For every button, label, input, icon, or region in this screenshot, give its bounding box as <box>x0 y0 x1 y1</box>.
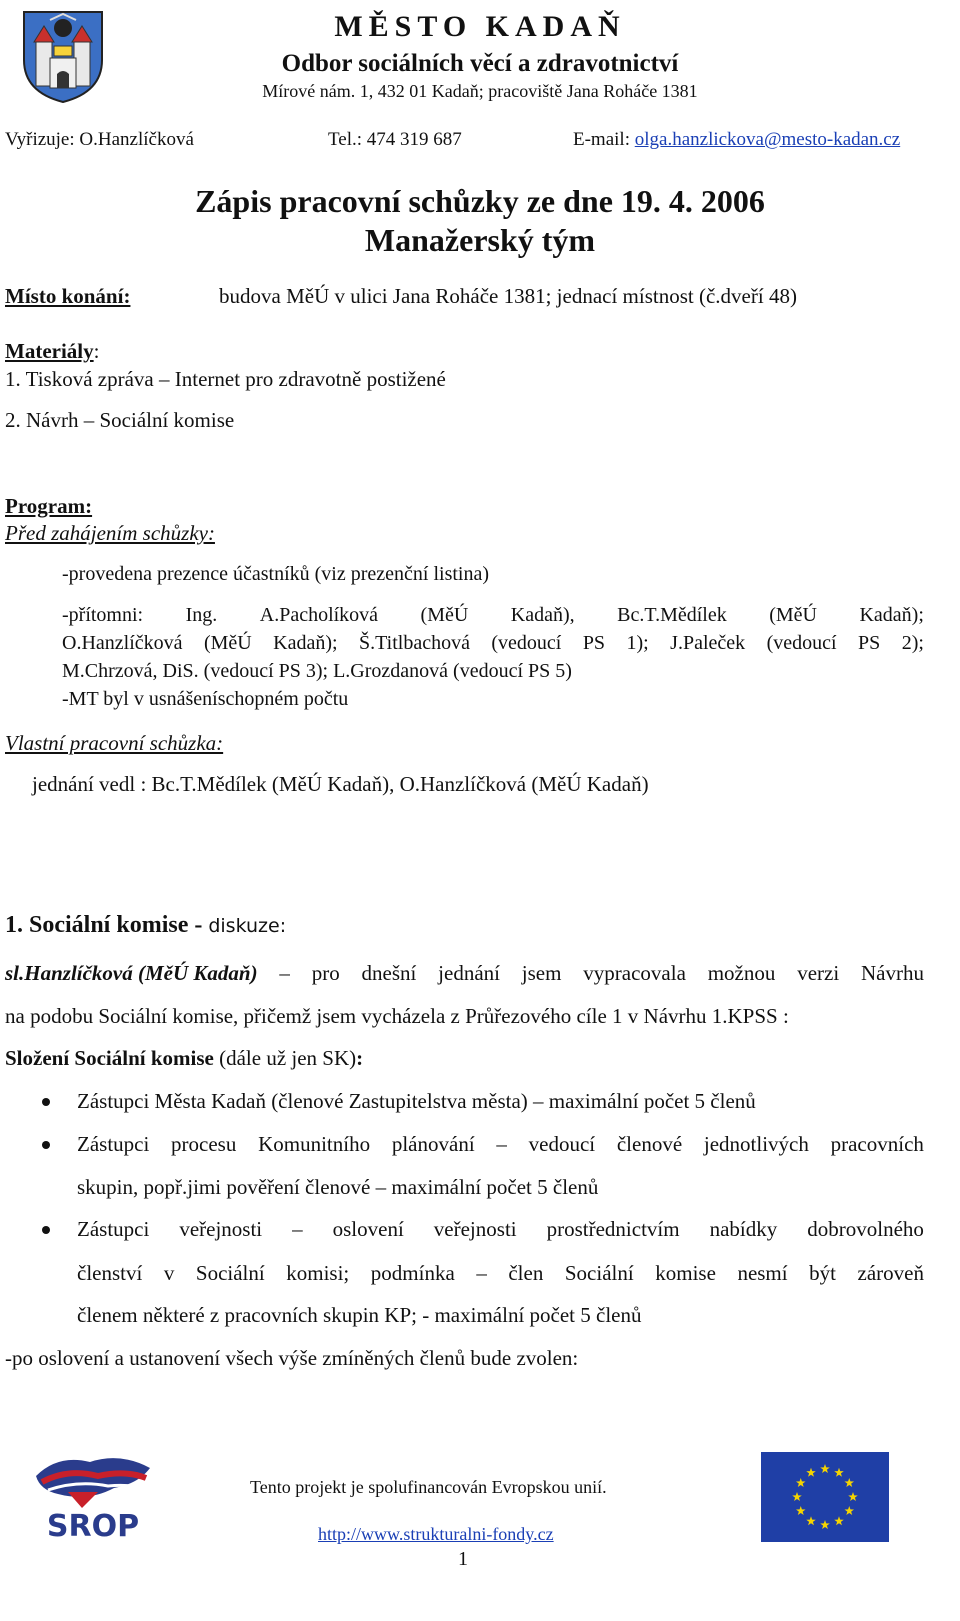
material-item: 1. Tisková zpráva – Internet pro zdravotně postižené <box>5 367 446 391</box>
materials-label: Materiály <box>5 339 94 363</box>
word: – <box>496 1132 507 1156</box>
presence-note: -provedena prezence účastníků (viz prezenční listina) <box>62 563 490 585</box>
word: – <box>292 1217 303 1241</box>
word: Zástupci <box>77 1132 150 1156</box>
bullet-dot <box>42 1226 50 1234</box>
present-line-2 <box>62 632 924 655</box>
word: Zástupci <box>77 1217 150 1241</box>
word: (vedoucí <box>491 632 562 654</box>
word: pracovních <box>830 1132 924 1156</box>
bullet-item-continued: skupin, popř.jimi pověření členové – maximální počet 5 členů <box>77 1175 599 1199</box>
document-title: Zápis pracovní schůzky ze dne 19. 4. 2006 <box>195 183 765 219</box>
page-number: 1 <box>458 1548 468 1570</box>
srop-logo-text: SROP <box>46 1509 140 1543</box>
contact-person: Vyřizuje: O.Hanzlíčková <box>5 129 194 150</box>
venue-label: Místo konání: <box>5 284 131 308</box>
word: 2); <box>901 632 924 654</box>
contact-phone: Tel.: 474 319 687 <box>328 129 462 150</box>
city-name: MĚSTO KADAŇ <box>334 10 626 43</box>
word: 1); <box>626 632 649 654</box>
word: PS <box>858 632 881 654</box>
word: (MěÚ <box>420 604 469 626</box>
materials-heading <box>5 339 99 364</box>
section-heading-main: 1. Sociální komise - <box>5 912 209 938</box>
word: PS <box>582 632 606 654</box>
word: – <box>279 961 290 985</box>
present-line-1 <box>62 604 924 627</box>
composition-normal: (dále už jen SK) <box>213 1046 357 1070</box>
email-link[interactable]: olga.hanzlickova@mesto-kadan.cz <box>634 129 901 150</box>
word: v <box>163 1261 175 1285</box>
section-heading-suffix: diskuze: <box>208 915 287 937</box>
word: jednotlivých <box>703 1132 809 1156</box>
word: dnešní <box>361 961 417 985</box>
word: Ing. <box>185 604 218 626</box>
word: jednání <box>438 961 500 985</box>
department-name: Odbor sociálních věcí a zdravotnictví <box>281 50 679 77</box>
bullet-dot <box>42 1098 50 1106</box>
word: členové <box>616 1132 683 1156</box>
before-meeting-label: Před zahájením schůzky: <box>5 521 215 545</box>
present-line-3: M.Chrzová, DiS. (vedoucí PS 3); L.Grozdanová (vedoucí PS 5) <box>62 660 572 682</box>
word: možnou <box>707 961 776 985</box>
word: J.Paleček <box>670 632 746 654</box>
word: Kadaň); <box>273 632 338 654</box>
bullet-item <box>77 1132 924 1157</box>
bullet-dot <box>42 1141 50 1149</box>
word: Sociální <box>195 1261 265 1285</box>
word: pro <box>311 961 340 985</box>
materials-colon: : <box>93 339 100 363</box>
material-item: 2. Návrh – Sociální komise <box>5 408 235 432</box>
word: Komunitního <box>258 1132 371 1156</box>
composition-heading <box>5 1046 363 1071</box>
bullet-item-continued <box>77 1261 924 1286</box>
word: Bc.T.Mědílek <box>617 604 727 626</box>
bullet-item: Zástupci Města Kadaň (členové Zastupitelstva města) – maximální počet 5 členů <box>77 1089 756 1113</box>
word: Sociální <box>564 1261 634 1285</box>
eu-flag <box>761 1452 889 1542</box>
word: jsem <box>521 961 562 985</box>
word: nesmí <box>737 1261 788 1285</box>
paragraph-line-1 <box>5 961 924 986</box>
meeting-label: Vlastní pracovní schůzka: <box>5 731 224 755</box>
bullet-item <box>77 1217 924 1242</box>
bullet-item-continued: členem některé z pracovních skupin KP; - maximální počet 5 členů <box>77 1303 642 1327</box>
closing-line: -po oslovení a ustanovení všech výše zmíněných členů bude zvolen: <box>5 1346 579 1370</box>
word: vypracovala <box>583 961 686 985</box>
word: veřejnosti <box>433 1217 517 1241</box>
word: procesu <box>171 1132 237 1156</box>
paragraph-line-2: na podobu Sociální komise, přičemž jsem vycházela z Průřezového cíle 1 v Návrhu 1.KPSS : <box>5 1004 789 1028</box>
word: Kadaň); <box>859 604 924 626</box>
section-heading <box>5 912 286 939</box>
word: A.Pacholíková <box>259 604 379 626</box>
word: být <box>809 1261 836 1285</box>
email-label: E-mail: <box>573 129 635 150</box>
word: podmínka <box>370 1261 455 1285</box>
contact-email <box>573 129 900 151</box>
funding-note: Tento projekt je spolufinancován Evropskou unií. <box>250 1477 607 1497</box>
chaired-by: jednání vedl : Bc.T.Mědílek (MěÚ Kadaň), O.Hanzlíčková (MěÚ Kadaň) <box>32 772 649 796</box>
office-address: Mírové nám. 1, 432 01 Kadaň; pracoviště Jana Roháče 1381 <box>262 81 698 101</box>
word: (vedoucí <box>766 632 837 654</box>
speaker: sl.Hanzlíčková (MěÚ Kadaň) <box>5 961 258 985</box>
word: -přítomni: <box>62 604 144 626</box>
word: (MěÚ <box>203 632 252 654</box>
word: vedoucí <box>528 1132 596 1156</box>
word: Návrhu <box>860 961 924 985</box>
word: oslovení <box>332 1217 404 1241</box>
composition-colon: : <box>356 1046 364 1070</box>
word: – <box>476 1261 487 1285</box>
word: komisi; <box>286 1261 350 1285</box>
composition-bold: Složení Sociální komise <box>5 1046 214 1070</box>
word: komise <box>655 1261 716 1285</box>
word: plánování <box>391 1132 475 1156</box>
word: O.Hanzlíčková <box>62 632 183 654</box>
program-label: Program: <box>5 494 93 518</box>
word: nabídky <box>709 1217 778 1241</box>
word: člen <box>508 1261 544 1285</box>
word: Kadaň), <box>510 604 575 626</box>
venue-value: budova MěÚ v ulici Jana Roháče 1381; jednací místnost (č.dveří 48) <box>219 284 797 308</box>
word: (MěÚ <box>769 604 817 626</box>
word: zároveň <box>857 1261 924 1285</box>
word: členství <box>77 1261 143 1285</box>
word: veřejnosti <box>179 1217 263 1241</box>
word: verzi <box>797 961 840 985</box>
word: dobrovolného <box>807 1217 924 1241</box>
quorum-note: -MT byl v usnášeníschopném počtu <box>62 688 349 710</box>
document-subtitle: Manažerský tým <box>364 222 596 258</box>
word: Š.Titlbachová <box>359 632 470 654</box>
srop-logo <box>28 1448 158 1543</box>
word: prostřednictvím <box>546 1217 680 1241</box>
structural-funds-link[interactable]: http://www.strukturalni-fondy.cz <box>318 1524 554 1544</box>
